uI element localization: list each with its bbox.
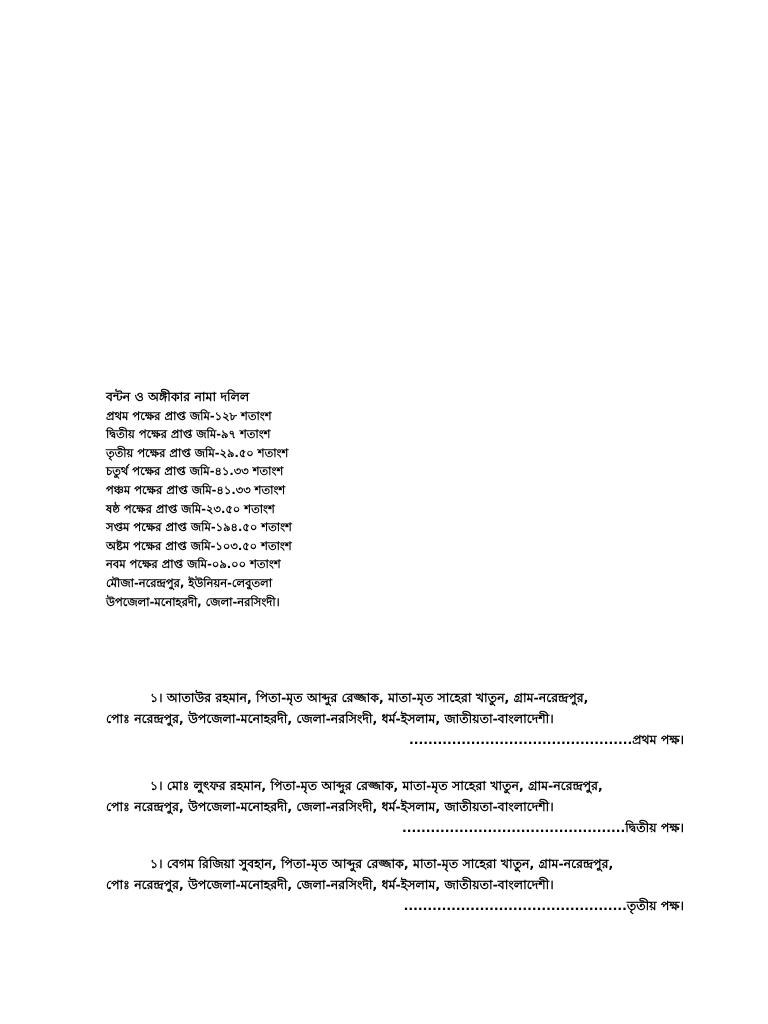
summary-line: অষ্টম পক্ষের প্রাপ্ত জমি-১০৩.৫০ শতাংশ: [106, 538, 292, 553]
third-party-block: [106, 853, 684, 916]
party-signature-line: ...............................................প্রথম পক্ষ।: [409, 732, 684, 747]
party-signature-line: ...............................................তৃতীয় পক্ষ।: [403, 898, 684, 913]
party-address-line: পোঃ নরেন্দ্রপুর, উপজেলা-মনোহরদী, জেলা-নরসিংদী, ধর্ম-ইসলাম, জাতীয়তা-বাংলাদেশী।: [106, 711, 554, 726]
summary-line: পঞ্চম পক্ষের প্রাপ্ত জমি-৪১.৩৩ শতাংশ: [106, 482, 286, 497]
summary-line: প্রথম পক্ষের প্রাপ্ত জমি-১২৮ শতাংশ: [106, 408, 272, 423]
summary-line: নবম পক্ষের প্রাপ্ত জমি-০৯.০০ শতাংশ: [106, 557, 281, 572]
land-summary-block: [106, 388, 426, 611]
second-party-block: [106, 775, 684, 838]
party-signature-line: ...............................................দ্বিতীয় পক্ষ।: [402, 820, 684, 835]
summary-line: সপ্তম পক্ষের প্রাপ্ত জমি-১৯৪.৫০ শতাংশ: [106, 520, 292, 535]
summary-line: তৃতীয় পক্ষের প্রাপ্ত জমি-২৯.৫০ শতাংশ: [106, 445, 289, 460]
summary-line: চতুর্থ পক্ষের প্রাপ্ত জমি-৪১.৩৩ শতাংশ: [106, 464, 284, 479]
upazila-line: উপজেলা-মনোহরদী, জেলা-নরসিংদী।: [106, 594, 280, 609]
party-address-line: পোঃ নরেন্দ্রপুর, উপজেলা-মনোহরদী, জেলা-নরসিংদী, ধর্ম-ইসলাম, জাতীয়তা-বাংলাদেশী।: [106, 877, 554, 892]
document-title: বন্টন ও অঙ্গীকার নামা দলিল: [106, 389, 250, 404]
summary-line: দ্বিতীয় পক্ষের প্রাপ্ত জমি-৯৭ শতাংশ: [106, 427, 271, 442]
party-address-line: পোঃ নরেন্দ্রপুর, উপজেলা-মনোহরদী, জেলা-নরসিংদী, ধর্ম-ইসলাম, জাতীয়তা-বাংলাদেশী।: [106, 799, 554, 814]
summary-line: ষষ্ঠ পক্ষের প্রাপ্ত জমি-২৩.৫০ শতাংশ: [106, 501, 275, 516]
first-party-block: [106, 687, 684, 750]
party-details-line: ১। মোঃ লুৎফর রহমান, পিতা-মৃত আব্দুর রেজ্জাক, মাতা-মৃত সাহেরা খাতুন, গ্রাম-নরেন্দ্রপুর,: [150, 778, 603, 793]
mouza-line: মৌজা-নরেন্দ্রপুর, ইউনিয়ন-লেবুতলা: [106, 575, 273, 590]
party-details-line: ১। আতাউর রহমান, পিতা-মৃত আব্দুর রেজ্জাক, মাতা-মৃত সাহেরা খাতুন, গ্রাম-নরেন্দ্রপুর,: [150, 690, 589, 705]
party-details-line: ১। বেগম রিজিয়া সুবহান, পিতা-মৃত আব্দুর রেজ্জাক, মাতা-মৃত সাহেরা খাতুন, গ্রাম-নরেন্দ্রপুর,: [150, 856, 614, 871]
